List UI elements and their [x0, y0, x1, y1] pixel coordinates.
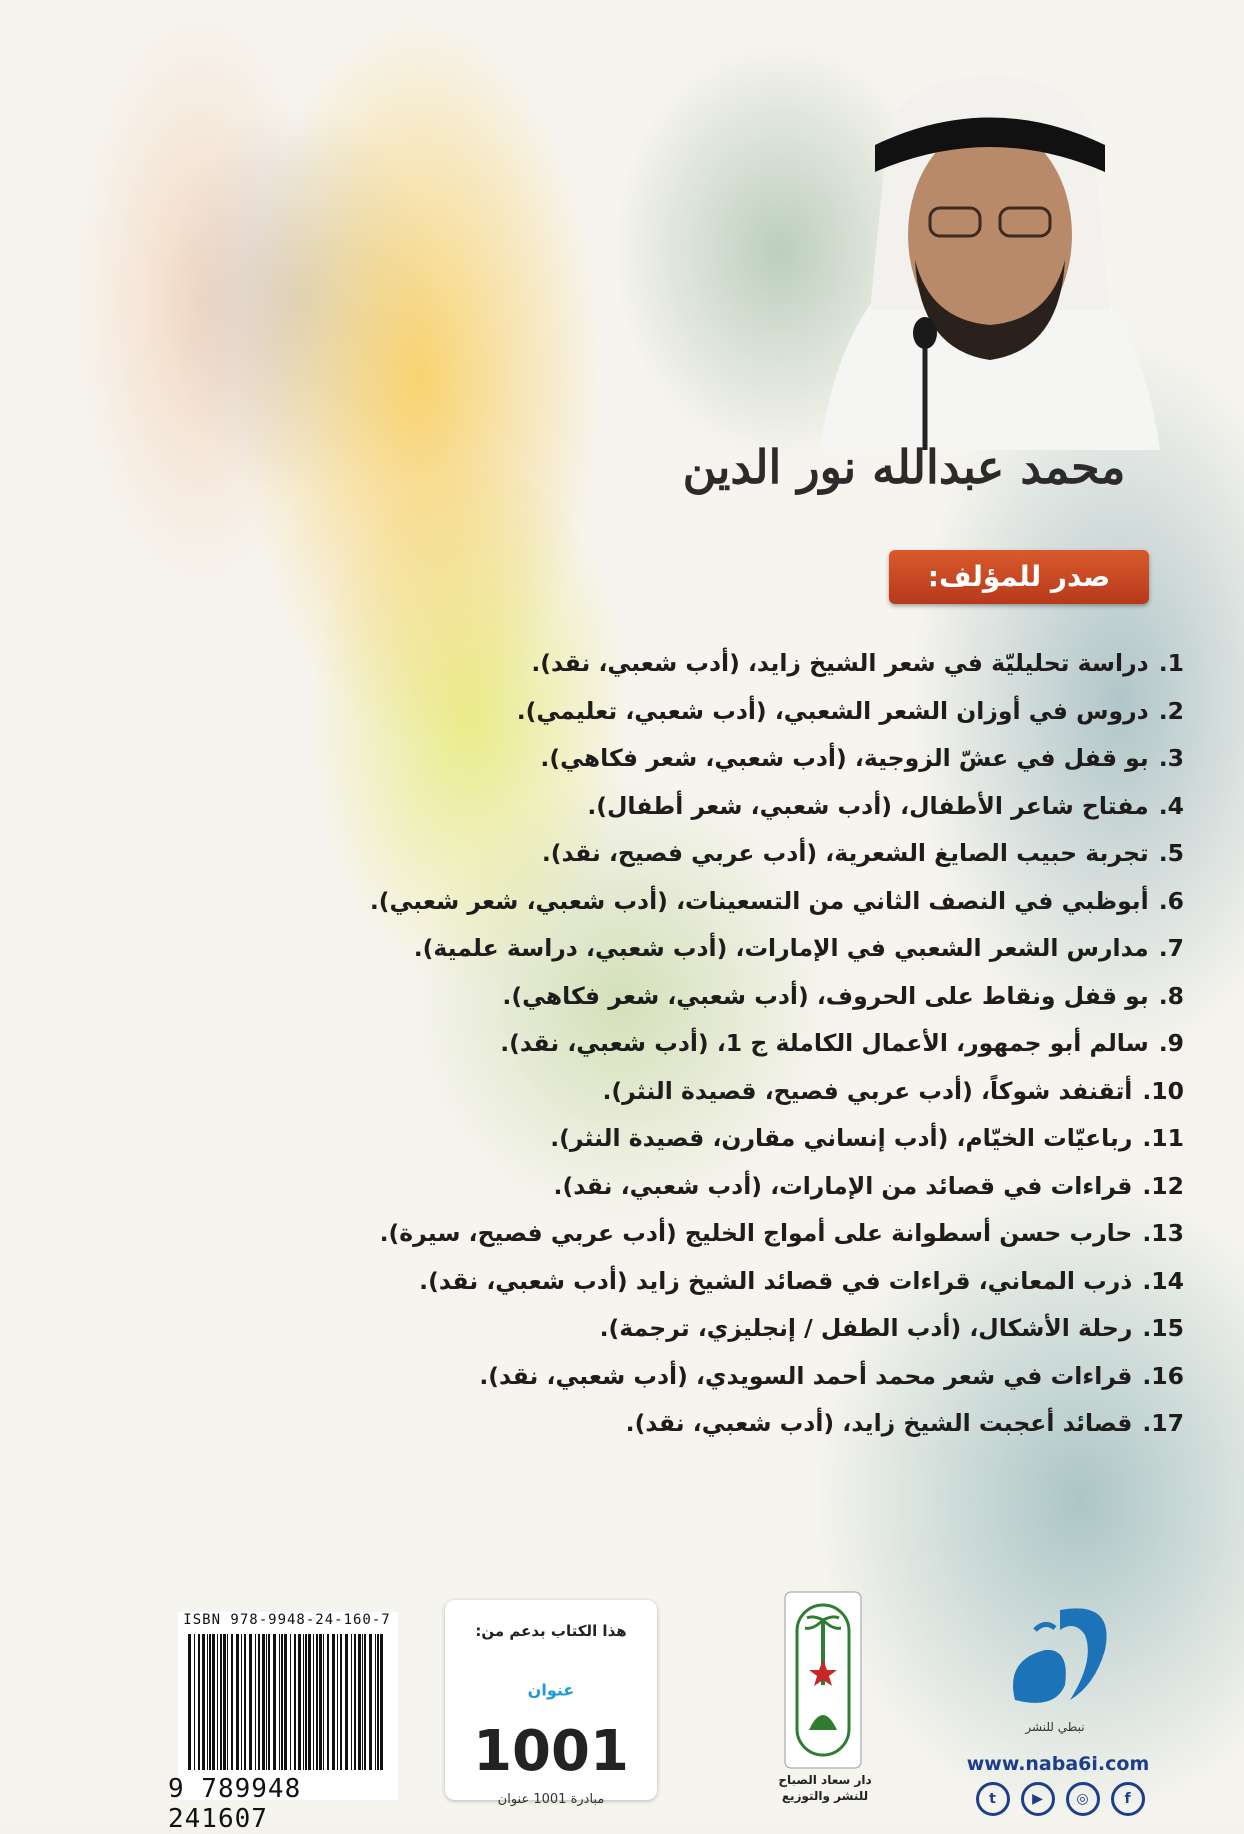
barcode-bar — [358, 1634, 361, 1770]
publisher-name — [770, 1772, 880, 1804]
work-number: 16. — [1142, 1361, 1184, 1390]
work-item — [413, 925, 1184, 973]
work-number: 2. — [1158, 696, 1184, 725]
works-list — [369, 640, 1184, 1448]
barcode-bar — [198, 1634, 200, 1770]
barcode-bar — [284, 1634, 287, 1770]
nabati-logo — [975, 1590, 1135, 1725]
logo-1001-word: عنوان — [527, 1680, 575, 1700]
barcode-bar — [217, 1634, 218, 1770]
work-number: 9. — [1158, 1029, 1184, 1057]
barcode-bar — [345, 1634, 348, 1770]
barcode-bar — [294, 1634, 296, 1770]
work-title: رباعيّات الخيّام، (أدب إنساني مقارن، قصيدة النثر). — [550, 1124, 1133, 1152]
barcode-bar — [337, 1634, 338, 1770]
author-portrait — [780, 50, 1200, 450]
barcode-bar — [375, 1634, 376, 1770]
work-title: أتقنفد شوكاً، (أدب عربي فصيح، قصيدة النثر). — [602, 1076, 1133, 1105]
barcode-bar — [202, 1634, 205, 1770]
barcode-bar — [308, 1634, 311, 1770]
work-number: 12. — [1142, 1171, 1184, 1200]
barcode-bar — [323, 1634, 324, 1770]
work-title: قصائد أعجبت الشيخ زايد، (أدب شعبي، نقد). — [625, 1409, 1133, 1437]
barcode-bar — [212, 1634, 215, 1770]
work-item — [484, 1400, 1184, 1448]
work-number: 17. — [1142, 1409, 1184, 1437]
barcode-bar — [188, 1634, 191, 1770]
work-title: دروس في أوزان الشعر الشعبي، (أدب شعبي، تعليمي). — [516, 696, 1149, 725]
barcode-bar — [258, 1634, 260, 1770]
barcode-bar — [231, 1634, 233, 1770]
website-link[interactable]: www.naba6i.com — [966, 1753, 1150, 1775]
work-item — [419, 1258, 1184, 1306]
work-title: أبوظبي في النصف الثاني من التسعينات، (أدب شعبي، شعر شعبي). — [369, 886, 1149, 915]
work-item — [484, 1163, 1184, 1211]
barcode-bar — [209, 1634, 211, 1770]
barcode-bar — [303, 1634, 304, 1770]
work-title: تجربة حبيب الصايغ الشعرية، (أدب عربي فصيح، نقد). — [541, 839, 1149, 867]
support-box — [445, 1600, 657, 1807]
barcode-bar — [380, 1634, 383, 1770]
barcode-bar — [377, 1634, 379, 1770]
barcode-bar — [351, 1634, 352, 1770]
work-title: حارب حسن أسطوانة على أمواج الخليج (أدب عربي فصيح، سيرة). — [379, 1219, 1133, 1247]
barcode-bar — [266, 1634, 267, 1770]
work-number: 10. — [1142, 1076, 1184, 1105]
work-number: 6. — [1158, 886, 1184, 915]
barcode-bar — [340, 1634, 342, 1770]
work-title: قراءات في قصائد من الإمارات، (أدب شعبي، نقد). — [553, 1171, 1133, 1200]
work-item — [484, 688, 1184, 736]
nabati-text: نبطي للنشر — [1025, 1720, 1085, 1734]
barcode-bar — [262, 1634, 265, 1770]
work-item — [379, 1210, 1184, 1258]
work-item — [484, 640, 1184, 688]
work-item — [484, 1305, 1184, 1353]
isbn-text: ISBN 978-9948-24-160-7 — [183, 1612, 391, 1628]
twitter-icon[interactable]: t — [976, 1782, 1010, 1816]
work-number: 1. — [1158, 649, 1184, 677]
barcode-bar — [223, 1634, 226, 1770]
author-name: محمد عبدالله نور الدين — [682, 440, 1126, 494]
work-number: 8. — [1158, 981, 1184, 1010]
work-title: مفتاح شاعر الأطفال، (أدب شعبي، شعر أطفال). — [587, 791, 1149, 820]
barcode-bar — [227, 1634, 228, 1770]
barcode-bar — [327, 1634, 329, 1770]
barcode-bar — [273, 1634, 276, 1770]
barcode-bar — [364, 1634, 366, 1770]
work-item — [484, 973, 1184, 1021]
work-item — [479, 1353, 1184, 1401]
barcode-bar — [241, 1634, 242, 1770]
work-title: دراسة تحليليّة في شعر الشيخ زايد، (أدب شعبي، نقد). — [531, 649, 1149, 677]
barcode-bar — [236, 1634, 239, 1770]
work-title: بو قفل في عشّ الزوجية، (أدب شعبي، شعر فكاهي). — [540, 744, 1149, 772]
barcode-bar — [316, 1634, 318, 1770]
social-icons — [965, 1782, 1155, 1816]
barcode-bar — [268, 1634, 270, 1770]
work-title: سالم أبو جمهور، الأعمال الكاملة ج 1، (أدب شعبي، نقد). — [500, 1029, 1149, 1057]
work-item — [484, 1020, 1184, 1068]
facebook-icon[interactable]: f — [1111, 1782, 1145, 1816]
support-text: هذا الكتاب بدعم من: — [475, 1622, 627, 1640]
work-item — [484, 735, 1184, 783]
barcode-digits: 9 789948 241607 — [168, 1774, 302, 1834]
publisher-name-line2: للنشر والتوزيع — [781, 1789, 869, 1803]
barcode-bar — [220, 1634, 222, 1770]
barcode-bar — [255, 1634, 256, 1770]
barcode-bar — [313, 1634, 314, 1770]
barcode — [188, 1634, 388, 1770]
section-title-badge: صدر للمؤلف: — [889, 550, 1149, 604]
publisher-logo — [783, 1590, 863, 1770]
barcode-bar — [279, 1634, 280, 1770]
logo-1001-number: 1001 — [473, 1719, 629, 1784]
barcode-bar — [207, 1634, 208, 1770]
barcode-bar — [244, 1634, 246, 1770]
work-number: 13. — [1142, 1219, 1184, 1247]
work-title: قراءات في شعر محمد أحمد السويدي، (أدب شعبي، نقد). — [479, 1361, 1133, 1390]
work-item — [369, 878, 1184, 926]
barcode-bar — [362, 1634, 363, 1770]
work-item — [484, 1068, 1184, 1116]
instagram-icon[interactable]: ◎ — [1066, 1782, 1100, 1816]
work-number: 11. — [1142, 1124, 1184, 1152]
barcode-bar — [298, 1634, 301, 1770]
youtube-icon[interactable]: ▶ — [1021, 1782, 1055, 1816]
barcode-bar — [249, 1634, 252, 1770]
work-number: 14. — [1142, 1266, 1184, 1295]
work-item — [484, 783, 1184, 831]
work-number: 7. — [1158, 934, 1184, 962]
work-item — [484, 1115, 1184, 1163]
work-title: بو قفل ونقاط على الحروف، (أدب شعبي، شعر فكاهي). — [502, 981, 1149, 1010]
work-title: ذرب المعاني، قراءات في قصائد الشيخ زايد (أدب شعبي، نقد). — [419, 1266, 1133, 1295]
barcode-bar — [281, 1634, 283, 1770]
barcode-bar — [194, 1634, 195, 1770]
barcode-bar — [305, 1634, 307, 1770]
barcode-bar — [369, 1634, 372, 1770]
work-item — [484, 830, 1184, 878]
barcode-bar — [290, 1634, 291, 1770]
barcode-bar — [332, 1634, 335, 1770]
barcode-bar — [354, 1634, 356, 1770]
work-number: 4. — [1158, 791, 1184, 820]
work-number: 15. — [1142, 1314, 1184, 1342]
publisher-name-line1: دار سعاد الصباح — [778, 1773, 872, 1787]
barcode-bar — [319, 1634, 322, 1770]
work-title: مدارس الشعر الشعبي في الإمارات، (أدب شعبي، دراسة علمية). — [413, 934, 1149, 962]
work-number: 3. — [1158, 744, 1184, 772]
work-number: 5. — [1158, 839, 1184, 867]
logo-1001 — [445, 1654, 657, 1784]
work-title: رحلة الأشكال، (أدب الطفل / إنجليزي، ترجمة). — [599, 1314, 1133, 1342]
support-footer: مبادرة 1001 عنوان — [497, 1792, 605, 1807]
